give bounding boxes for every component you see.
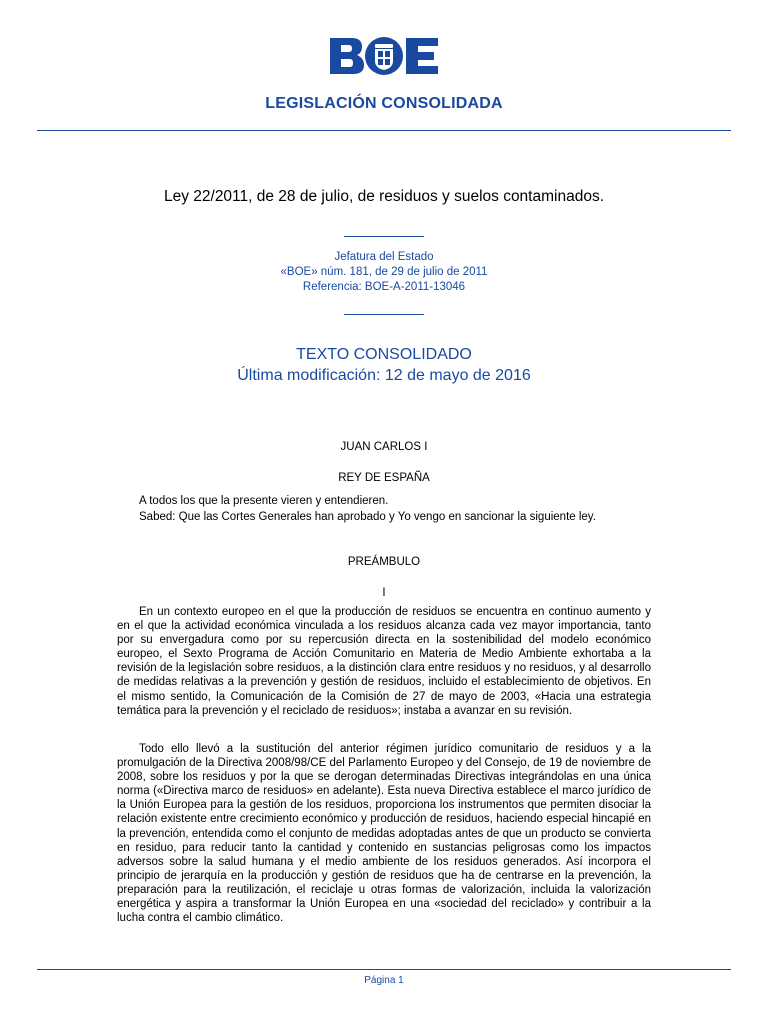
consolidated-text-block [0,344,768,386]
page-number: Página 1 [364,975,404,986]
body-paragraph-1: En un contexto europeo en el que la producción de residuos se encuentra en continuo aumento y en el que la actividad económica vinculada a los residuos alcanza cada vez mayor importancia, tanto por su envergadura como por su repercusión directa en la sostenibilidad del modelo económico europeo, el Sexto Programa de Acción Comunitario en Materia de Medio Ambiente exhortaba a la revisión de la legislación sobre residuos, a la distinción clara entre residuos y no residuos, y al desarrollo de medidas relativas a la prevención y gestión de residuos, incluido el establecimiento de objetivos. En el mismo sentido, la Comunicación de la Comisión de 27 de mayo de 2003, «Hacia una estrategia temática para la prevención y el reciclado de residuos»; instaba a avanzar en su revisión. [117,606,651,717]
body-paragraph-2: Todo ello llevó a la sustitución del anterior régimen jurídico comunitario de residuos y a la promulgación de la Directiva 2008/98/CE del Parlamento Europeo y del Consejo, de 19 de noviembre de 2008, sobre los residuos y por la que se derogan determinadas Directivas integrándolas en una única norma («Directiva marco de residuos» en adelante). Esta nueva Directiva establece el marco jurídico de la Unión Europea para la gestión de los residuos, proporciona los instrumentos que permiten disociar la relación existente entre crecimiento económico y producción de residuos, haciendo especial hincapié en la prevención, entendida como el conjunto de medidas adoptadas antes de que un producto se convierta en residuo, para reducir tanto la cantidad y contenido en sustancias peligrosas como los impactos adversos sobre la salud humana y el medio ambiente de los residuos generados. Así incorpora el principio de jerarquía en la producción y gestión de residuos que ha de centrarse en la prevención, la preparación para la reutilización, el reciclaje u otras formas de valorización, incluida la valorización energética y aspira a transformar la Unión Europea en una «sociedad del reciclado» y contribuir a la lucha contra el cambio climático. [117,743,651,925]
logo-letter-b [330,38,364,74]
coat-of-arms-icon [375,44,393,70]
intro-paragraph-2: Sabed: Que las Cortes Generales han aprobado y Yo vengo en sancionar la siguiente ley. [139,511,596,523]
king-name: JUAN CARLOS I [340,441,428,453]
logo-letter-e [406,38,438,74]
footer-divider [37,969,731,970]
boe-reference: «BOE» núm. 181, de 29 de julio de 2011 [280,266,488,278]
document-reference: Referencia: BOE-A-2011-13046 [302,281,466,293]
document-header-title: LEGISLACIÓN CONSOLIDADA [265,95,503,112]
issuer: Jefatura del Estado [334,251,434,263]
boe-logo [328,36,440,76]
consolidated-heading: TEXTO CONSOLIDADO [296,346,472,363]
intro-paragraph-1: A todos los que la presente vieren y entendieren. [139,495,389,507]
last-modified: Última modificación: 12 de mayo de 2016 [237,367,531,384]
header-divider [37,130,731,131]
law-title: Ley 22/2011, de 28 de julio, de residuos y suelos contaminados. [163,188,605,205]
publication-metadata [0,250,768,295]
preamble-heading: PREÁMBULO [347,556,421,568]
title-divider [344,236,424,237]
metadata-divider [344,314,424,315]
section-numeral: I [382,587,386,599]
king-title: REY DE ESPAÑA [338,472,430,484]
